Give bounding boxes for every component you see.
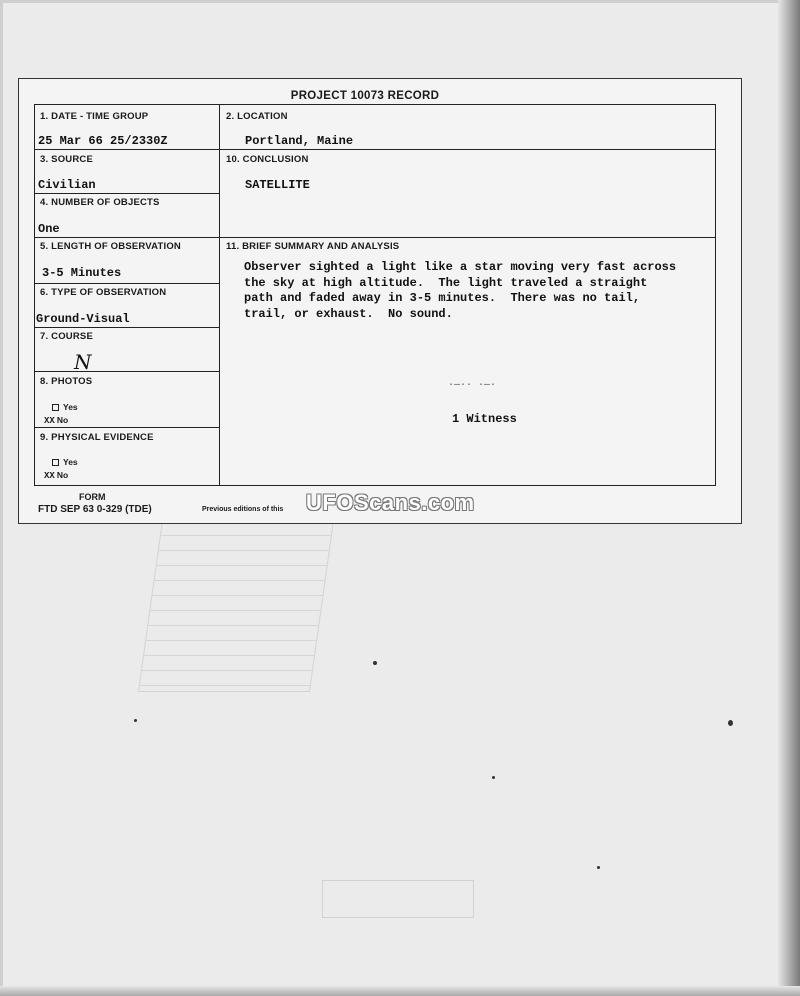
row-divider [35,283,220,284]
previous-editions-note: Previous editions of this [202,506,284,513]
form-label: FORM [79,492,106,502]
speck [373,661,377,665]
speck [492,776,495,779]
form-id: FTD SEP 63 0-329 (TDE) [38,504,152,515]
physical-evidence-yes-option [52,457,78,467]
length-of-observation-value: 3-5 Minutes [42,266,122,280]
row-divider [35,149,716,150]
type-of-observation-label: 6. TYPE OF OBSERVATION [40,287,167,298]
location-value: Portland, Maine [245,134,354,148]
column-divider [219,105,220,485]
summary-text [244,260,714,322]
speck [597,866,600,869]
physical-evidence-yes-label: Yes [63,457,78,467]
speck [134,719,137,722]
page-title: PROJECT 10073 RECORD [290,90,440,102]
course-label: 7. COURSE [40,331,94,342]
photos-no-label: No [56,415,69,425]
number-of-objects-label: 4. NUMBER OF OBJECTS [40,197,160,208]
location-label: 2. LOCATION [226,111,288,122]
row-divider [35,327,220,328]
physical-evidence-label: 9. PHYSICAL EVIDENCE [40,432,154,443]
source-label: 3. SOURCE [40,154,94,165]
checkbox-icon [52,459,59,466]
conclusion-value: SATELLITE [245,178,310,192]
type-of-observation-value: Ground-Visual [36,312,130,326]
photos-no-mark: XX [44,416,55,426]
row-divider [35,427,220,428]
photos-yes-option [52,402,78,412]
length-of-observation-label: 5. LENGTH OF OBSERVATION [40,241,181,252]
summary-label: 11. BRIEF SUMMARY AND ANALYSIS [226,241,400,252]
row-divider [35,193,220,194]
row-divider [35,237,716,238]
photos-yes-label: Yes [63,402,78,412]
conclusion-label: 10. CONCLUSION [226,154,309,165]
physical-evidence-no-mark: XX [44,471,55,481]
date-time-group-label: 1. DATE - TIME GROUP [40,111,149,122]
source-value: Civilian [38,178,96,192]
photos-no-option [44,415,68,426]
ghost-grid [138,520,334,692]
photos-label: 8. PHOTOS [40,376,93,387]
redaction-mark: ·—·· ·—· [448,380,497,391]
summary-line: trail, or exhaust. No sound. [244,306,453,321]
watermark: UFOScans.com [306,490,475,515]
summary-line: path and faded away in 3-5 minutes. There was no tail, [244,291,641,305]
speck [728,720,733,726]
physical-evidence-no-label: No [56,470,69,480]
checkbox-icon [52,404,59,411]
number-of-objects-value: One [38,222,60,236]
summary-line: Observer sighted a light like a star moving very fast across [244,260,677,274]
date-time-group-value: 25 Mar 66 25/2330Z [38,134,168,148]
ghost-stamp [322,880,474,918]
summary-line: the sky at high altitude. The light traveled a straight [244,275,648,290]
course-value: N [74,350,92,374]
row-divider [35,371,220,372]
physical-evidence-no-option [44,470,68,481]
witness-count: 1 Witness [452,412,517,426]
